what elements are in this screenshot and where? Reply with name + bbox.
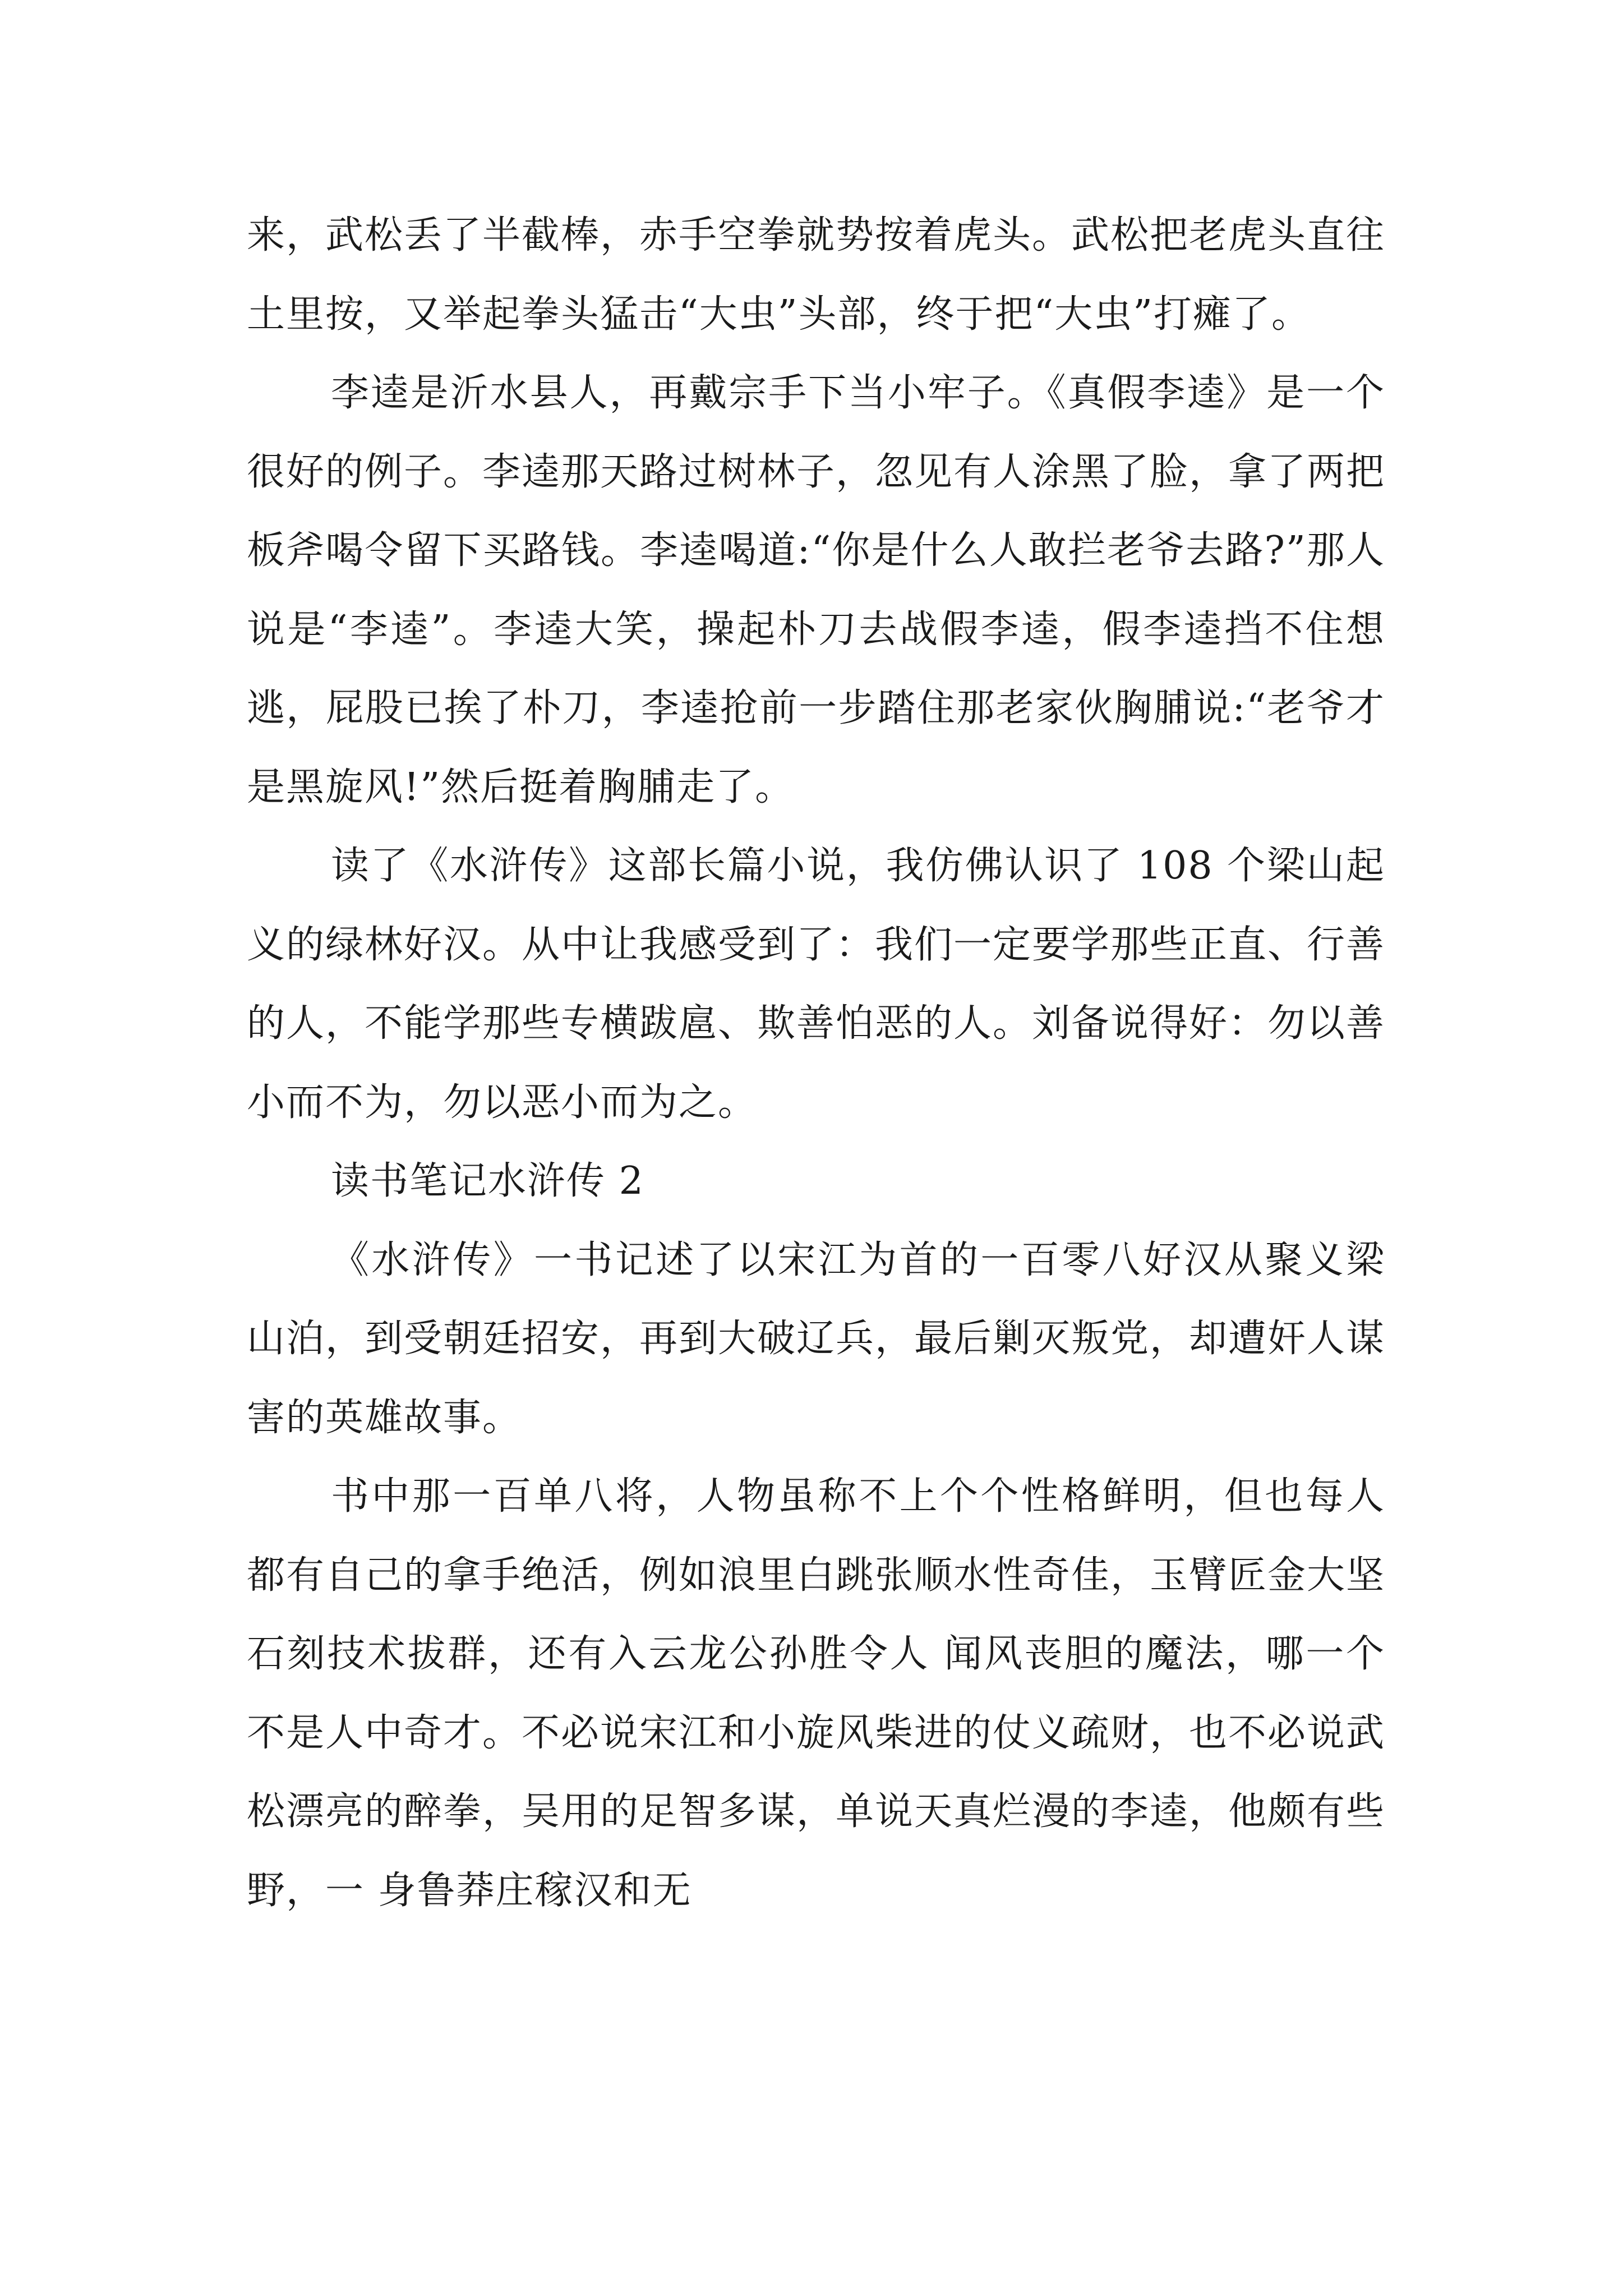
paragraph-wusong-tiger: 来，武松丢了半截棒，赤手空拳就势按着虎头。武松把老虎头直往土里按，又举起拳头猛击“大虫”头部，终于把“大虫”打瘫了。: [247, 213, 1386, 337]
paragraph-li-kui: 李逵是沂水县人，再戴宗手下当小牢子。《真假李逵》是一个很好的例子。李逵那天路过树林子，忽见有人涂黑了脸，拿了两把板斧喝令留下买路钱。李逵喝道:“你是什么人敢拦老爷去路?”那人说是“李逵”。李逵大笑，操起朴刀去战假李逵，假李逵挡不住想逃，屁股已挨了朴刀，李逵抢前一步踏住那老家伙胸脯说:“老爷才是黑旋风!”然后挺着胸脯走了。: [247, 371, 1386, 809]
paragraph-heroes: 书中那一百单八将，人物虽称不上个个性格鲜明，但也每人都有自己的拿手绝活，例如浪里白跳张顺水性奇佳，玉臂匠金大坚石刻技术拔群，还有入云龙公孙胜令人 闻风丧胆的魔法，哪一个不是人中奇才。不必说宋江和小旋风柴进的仗义疏财，也不必说武松漂亮的醉拳，吴用的足智多谋，单说天真烂漫的李逵，他颇有些野，一 身鲁莽庄稼汉和无: [247, 1474, 1386, 1913]
section-heading: 读书笔记水浒传 2: [331, 1159, 644, 1203]
document-body: [247, 196, 1385, 1930]
paragraph-reflection: 读了《水浒传》这部长篇小说，我仿佛认识了 108 个梁山起义的绿林好汉。从中让我感受到了：我们一定要学那些正直、行善的人，不能学那些专横跋扈、欺善怕恶的人。刘备说得好：勿以善小而不为，勿以恶小而为之。: [247, 844, 1386, 1125]
paragraph-book-summary: 《水浒传》一书记述了以宋江为首的一百零八好汉从聚义梁山泊，到受朝廷招安，再到大破辽兵，最后剿灭叛党，却遭奸人谋害的英雄故事。: [247, 1237, 1386, 1440]
